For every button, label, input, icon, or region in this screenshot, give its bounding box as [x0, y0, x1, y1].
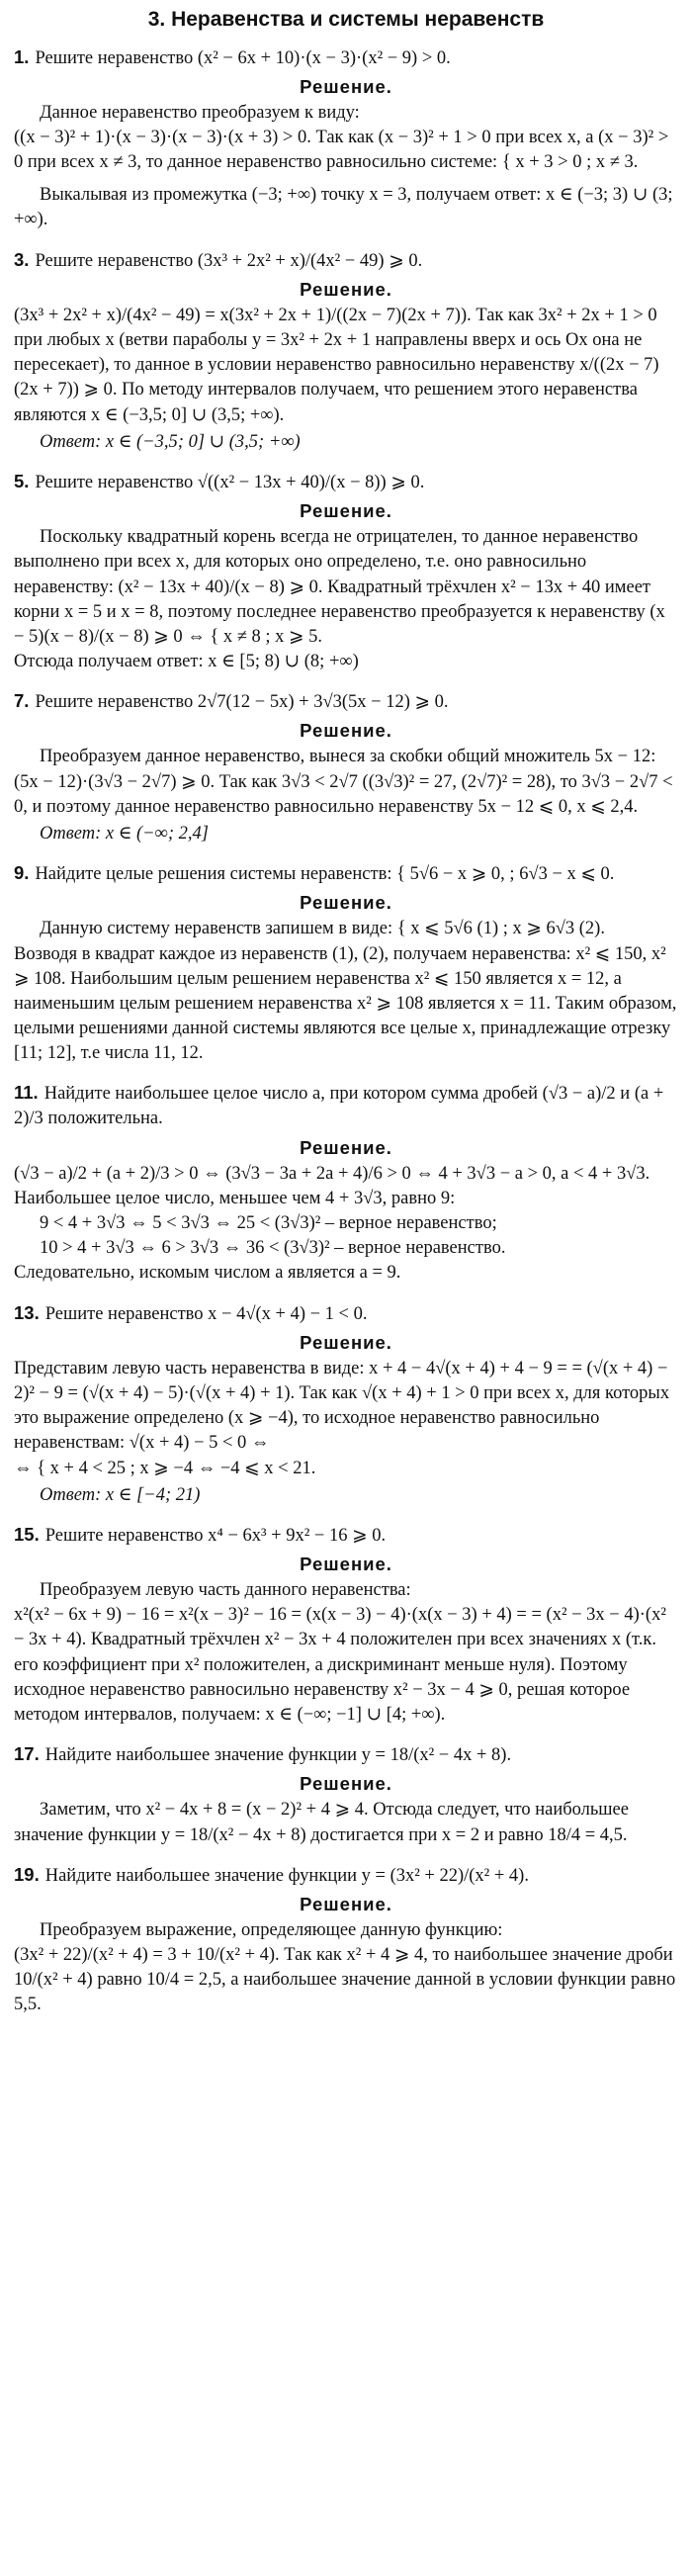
- problem-number: 3.: [14, 248, 30, 270]
- problem-number: 7.: [14, 690, 30, 712]
- solution-label: Решение.: [300, 500, 392, 522]
- solution-line: Выкалывая из промежутка (−3; +∞) точку x = 3, получаем ответ: x ∈ (−3; 3) ∪ (3; +∞).: [14, 185, 673, 230]
- solution-label: Решение.: [300, 1893, 392, 1914]
- problem-5: [14, 469, 678, 674]
- problem-number: 15.: [14, 1523, 40, 1545]
- solution-label: Решение.: [300, 75, 392, 97]
- problem-number: 9.: [14, 862, 30, 884]
- problem-7: [14, 688, 678, 846]
- solution-label: Решение.: [300, 1553, 392, 1574]
- solution-line: ⇔ { x + 4 < 25 ; x ⩾ −4 ⇔ −4 ⩽ x < 21.: [14, 1458, 316, 1478]
- problem-1: [14, 44, 678, 233]
- solution-line: Возводя в квадрат каждое из неравенств (1), (2), получаем неравенства: x² ⩽ 150, x² ⩾ 108. Наибольшим целым решением неравенства x² ⩽ 150 является x = 12, а наименьшим целым решением неравенства x² ⩾ 108 является x = 11. Таким образом, целыми решениями данной системы являются все целые x, принадлежащие отрезку [11; 12], т.е числа 11, 12.: [14, 943, 677, 1064]
- solution-label: Решение.: [300, 720, 392, 742]
- solution-line: (3x² + 22)/(x² + 4) = 3 + 10/(x² + 4). Так как x² + 4 ⩾ 4, то наибольшее значение дроби 10/(x² + 4) равно 10/4 = 2,5, а наибольшее значение данной в условии функции равно 5,5.: [14, 1945, 676, 2015]
- solution-line: ((x − 3)² + 1)·(x − 3)·(x − 3)·(x + 3) > 0. Так как (x − 3)² + 1 > 0 при всех x, а (x − 3)² > 0 при всех x ≠ 3, то данное неравенство равносильно системе: { x + 3 > 0 ; x ≠ 3.: [14, 128, 669, 173]
- solution-line: Преобразуем левую часть данного неравенства:: [40, 1580, 411, 1601]
- problem-statement: 13. Решите неравенство x − 4√(x + 4) − 1 < 0.: [14, 1301, 368, 1324]
- problem-19: [14, 1862, 678, 2018]
- solution-line: Преобразуем данное неравенство, вынеся за скобки общий множитель 5x − 12: (5x − 12)·(3√3 − 2√7) ⩾ 0. Так как 3√3 < 2√7 ((3√3)² = 27, (2√7)² = 28), то 3√3 − 2√7 < 0, и поэтому данное неравенство равносильно неравенству 5x − 12 ⩽ 0, x ⩽ 2,4.: [14, 747, 673, 817]
- solution-line: Данное неравенство преобразуем к виду:: [40, 102, 360, 123]
- problem-statement: 15. Решите неравенство x⁴ − 6x³ + 9x² − 16 ⩾ 0.: [14, 1523, 387, 1546]
- problem-17: [14, 1741, 678, 1848]
- solution-line: Данную систему неравенств запишем в виде: { x ⩽ 5√6 (1) ; x ⩾ 6√3 (2).: [40, 919, 605, 939]
- problem-statement: 19. Найдите наибольшее значение функции y = (3x² + 22)/(x² + 4).: [14, 1863, 529, 1886]
- solution-label: Решение.: [300, 1773, 392, 1795]
- solution-label: Решение.: [300, 1136, 392, 1158]
- solution-line: 10 > 4 + 3√3 ⇔ 6 > 3√3 ⇔ 36 < (3√3)² – верное неравенство.: [40, 1238, 506, 1259]
- solution-line: (3x³ + 2x² + x)/(4x² − 49) = x(3x² + 2x + 1)/((2x − 7)(2x + 7)). Так как 3x² + 2x + 1 > 0 при любых x (ветви параболы y = 3x² + 2x + 1 направлены вверх и ось Ox она не пересекает), то данное в условии неравенство равносильно неравенству x/((2x − 7)(2x + 7)) ⩾ 0. По методу интервалов получаем, что решением этого неравенства являются x ∈ (−3,5; 0] ∪ (3,5; +∞).: [14, 305, 659, 425]
- problem-number: 17.: [14, 1743, 40, 1765]
- problem-statement: 7. Решите неравенство 2√7(12 − 5x) + 3√3(5x − 12) ⩾ 0.: [14, 690, 449, 713]
- problem-statement: 17. Найдите наибольшее значение функции y = 18/(x² − 4x + 8).: [14, 1743, 512, 1766]
- problem-number: 11.: [14, 1082, 39, 1104]
- problem-3: [14, 247, 678, 455]
- problem-statement: 11. Найдите наибольшее целое число a, при котором сумма дробей (√3 − a)/2 и (a + 2)/3 положительна.: [14, 1082, 664, 1129]
- problem-number: 19.: [14, 1863, 40, 1885]
- solution-line: Представим левую часть неравенства в виде: x + 4 − 4√(x + 4) + 4 − 9 = = (√(x + 4) − 2)² − 9 = (√(x + 4) − 5)·(√(x + 4) + 1). Так как √(x + 4) + 1 > 0 при всех x, для которых это выражение определено (x ⩾ −4), то исходное неравенство равносильно неравенствам: √(x + 4) − 5 < 0 ⇔: [14, 1358, 670, 1454]
- problem-11: [14, 1080, 678, 1286]
- problem-13: [14, 1300, 678, 1508]
- solution-line: Преобразуем выражение, определяющее данную функцию:: [40, 1920, 503, 1941]
- problem-number: 13.: [14, 1301, 40, 1323]
- problem-statement: 1. Решите неравенство (x² − 6x + 10)·(x − 3)·(x² − 9) > 0.: [14, 45, 451, 68]
- solution-line: (√3 − a)/2 + (a + 2)/3 > 0 ⇔ (3√3 − 3a + 2a + 4)/6 > 0 ⇔ 4 + 3√3 − a > 0, a < 4 + 3√3. Наибольшее целое число, меньшее чем 4 + 3√3, равно 9:: [14, 1163, 650, 1208]
- answer-text: Ответ: x ∈ [−4; 21): [40, 1484, 201, 1505]
- problem-15: [14, 1522, 678, 1728]
- problem-statement: 9. Найдите целые решения системы неравенств: { 5√6 − x ⩾ 0, ; 6√3 − x ⩽ 0.: [14, 862, 615, 885]
- problem-number: 1.: [14, 45, 30, 67]
- problem-9: [14, 860, 678, 1066]
- problem-number: 5.: [14, 470, 30, 491]
- answer-text: Ответ: x ∈ (−∞; 2,4]: [40, 823, 209, 844]
- solution-line: Следовательно, искомым числом a является a = 9.: [14, 1263, 401, 1284]
- solution-label: Решение.: [300, 278, 392, 300]
- solution-label: Решение.: [300, 892, 392, 914]
- answer-text: Ответ: x ∈ (−3,5; 0] ∪ (3,5; +∞): [40, 431, 301, 452]
- problem-statement: 3. Решите неравенство (3x³ + 2x² + x)/(4x² − 49) ⩾ 0.: [14, 248, 423, 271]
- section-title: 3. Неравенства и системы неравенств: [147, 8, 545, 31]
- solution-line: x²(x² − 6x + 9) − 16 = x²(x − 3)² − 16 = (x(x − 3) − 4)·(x(x − 3) + 4) = = (x² − 3x − 4)·(x² − 3x + 4). Квадратный трёхчлен x² − 3x + 4 положителен при всех значениях x (т.к. его коэффициент при x² положителен, а дискриминант меньше нуля). Поэтому исходное неравенство равносильно неравенству x² − 3x − 4 ⩾ 0, решая которое методом интервалов, получаем: x ∈ (−∞; −1] ∪ [4; +∞).: [14, 1605, 666, 1725]
- solution-line: Поскольку квадратный корень всегда не отрицателен, то данное неравенство выполнено при всех x, для которых оно определено, т.е. оно равносильно неравенству: (x² − 13x + 40)/(x − 8) ⩾ 0. Квадратный трёхчлен x² − 13x + 40 имеет корни x = 5 и x = 8, поэтому последнее неравенство преобразуется к неравенству (x − 5)(x − 8)/(x − 8) ⩾ 0 ⇔ { x ≠ 8 ; x ⩾ 5.: [14, 527, 665, 647]
- solution-line: Отсюда получаем ответ: x ∈ [5; 8) ∪ (8; +∞): [14, 651, 359, 671]
- solution-label: Решение.: [300, 1331, 392, 1353]
- solution-line: Заметим, что x² − 4x + 8 = (x − 2)² + 4 ⩾ 4. Отсюда следует, что наибольшее значение функции y = 18/(x² − 4x + 8) достигается при x = 2 и равно 18/4 = 4,5.: [14, 1800, 629, 1845]
- problem-statement: 5. Решите неравенство √((x² − 13x + 40)/(x − 8)) ⩾ 0.: [14, 470, 425, 492]
- solution-line: 9 < 4 + 3√3 ⇔ 5 < 3√3 ⇔ 25 < (3√3)² – верное неравенство;: [40, 1213, 497, 1234]
